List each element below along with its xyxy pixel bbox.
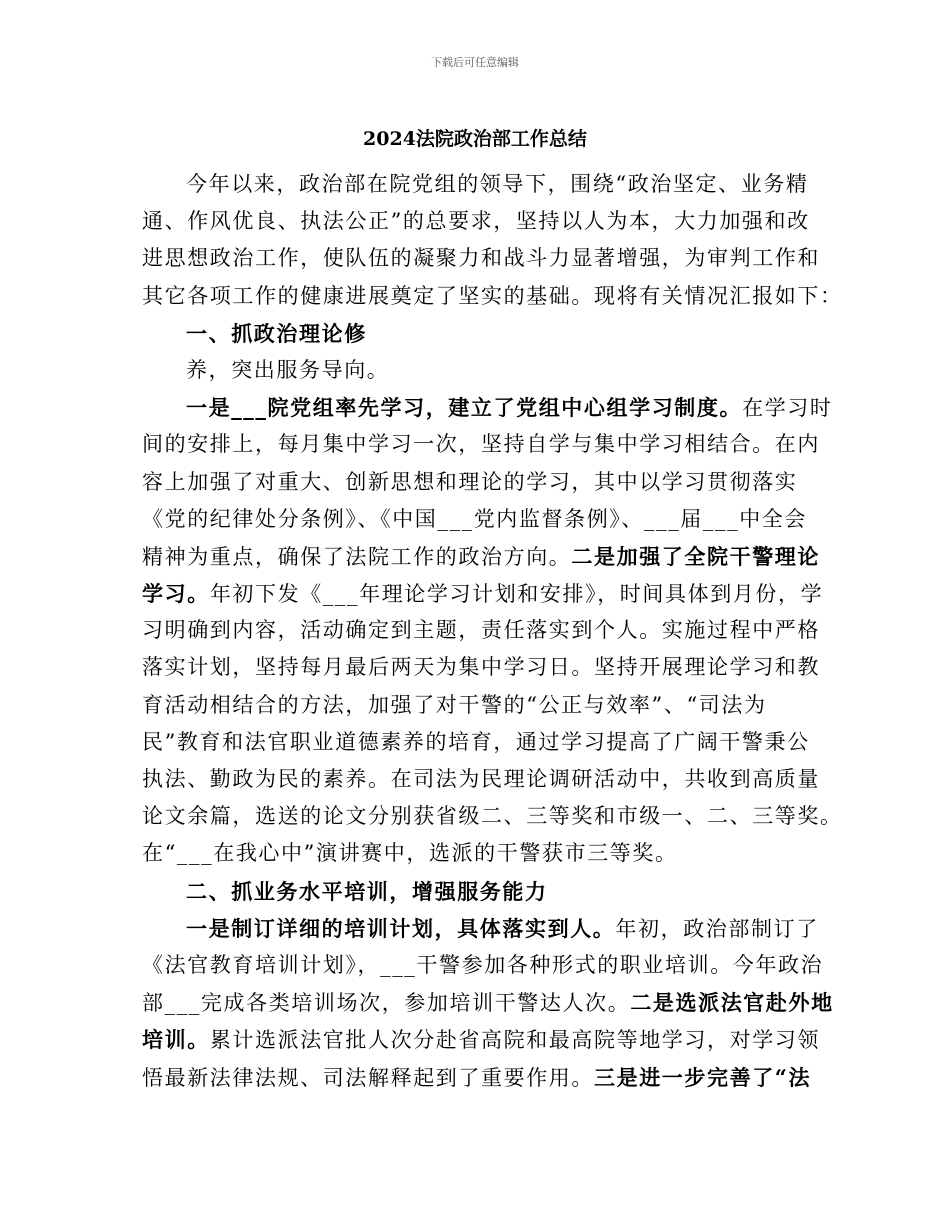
paragraph-line [142,798,843,835]
paragraph-line [142,501,822,538]
paragraph-line [142,240,822,277]
bold-text-run: 二是选派法官赴外地 [630,990,834,1016]
bold-text-run: 一是___院党组率先学习，建立了党组中心组学习制度。 [186,395,743,421]
page-header-note: 下载后可任意编辑 [431,56,519,69]
paragraph-line [142,278,843,315]
text-run: 通、作风优良、执法公正”的总要求，坚持以人为本，大力加强和改 [142,209,810,234]
paragraph-line [142,612,822,649]
bold-text-run: 学习。 [142,581,210,607]
paragraph-line [142,947,822,984]
text-run: 精神为重点，确保了法院工作的政治方向。 [142,544,572,569]
text-run: 今年以来，政治部在院党组的领导下，围绕“政治坚定、业务精 [186,172,809,196]
paragraph-line [142,389,833,426]
bold-text-run: 二、抓业务水平培训，增强服务能力 [186,878,548,904]
bold-text-run: 培训。 [142,1027,210,1053]
text-run: 论文余篇，选送的论文分别获省级二、三等奖和市级一、二、三等奖。 [142,804,843,829]
text-run: 《法官教育培训计划》，___干警参加各种形式的职业培训。今年政治 [142,952,824,977]
paragraph-line [142,984,834,1021]
paragraph-line [142,352,822,389]
paragraph-line [142,538,822,575]
text-run: 《党的纪律处分条例》、《中国___党内监督条例》、___届___中全会 [142,506,807,531]
paragraph-line [142,203,822,240]
bold-text-run: 一、抓政治理论修 [186,320,367,346]
bold-text-run: 三是进一步完善了“法 [594,1064,812,1090]
page-title: 2024法院政治部工作总结 [363,128,587,150]
text-run: 年初下发《___年理论学习计划和安排》，时间具体到月份，学 [209,582,824,607]
text-run: 养，突出服务导向。 [186,357,390,382]
paragraph-line [142,1059,822,1096]
text-run: 年初，政治部制订了 [615,916,819,941]
paragraph-line [142,575,822,612]
paragraph-line [142,910,822,947]
text-run: 悟最新法律法规、司法解释起到了重要作用。 [142,1065,594,1090]
text-run: 在“___在我心中”演讲赛中，选派的干警获市三等奖。 [142,841,678,866]
text-run: 执法、勤政为民的素养。在司法为民理论调研活动中，共收到高质量 [142,767,820,791]
text-run: 容上加强了对重大、创新思想和理论的学习，其中以学习贯彻落实 [142,469,798,494]
section-heading [142,873,822,910]
text-run: 习明确到内容，活动确定到主题，责任落实到个人。实施过程中严格 [142,618,820,643]
paragraph-line [142,761,822,798]
paragraph-line [142,166,822,203]
paragraph-line [142,687,822,724]
section-heading [142,315,822,352]
paragraph-line [142,426,822,463]
text-run: 进思想政治工作，使队伍的凝聚力和战斗力显著增强，为审判工作和 [142,246,820,271]
text-run: 累计选派法官批人次分赴省高院和最高院等地学习，对学习领 [209,1028,821,1053]
document-body [142,166,843,1096]
paragraph-line [142,724,822,761]
text-run: 落实计划，坚持每月最后两天为集中学习日。坚持开展理论学习和教 [142,655,820,680]
text-run: 其它各项工作的健康进展奠定了坚实的基础。现将有关情况汇报如下： [142,283,843,308]
bold-text-run: 一是制订详细的培训计划，具体落实到人。 [186,915,616,941]
paragraph-line [142,1021,822,1058]
bold-text-run: 二是加强了全院干警理论 [571,543,821,569]
text-run: 育活动相结合的方法，加强了对干警的“公正与效率”、“司法为 [142,692,767,717]
text-run: 间的安排上，每月集中学习一次，坚持自学与集中学习相结合。在内 [142,432,820,457]
text-run: 在学习时 [742,396,833,421]
paragraph-line [142,464,822,501]
paragraph-line [142,649,822,686]
text-run: 部___完成各类培训场次，参加培训干警达人次。 [142,991,631,1016]
paragraph-line [142,835,822,872]
text-run: 民”教育和法官职业道德素养的培育，通过学习提高了广阔干警秉公 [142,729,810,754]
